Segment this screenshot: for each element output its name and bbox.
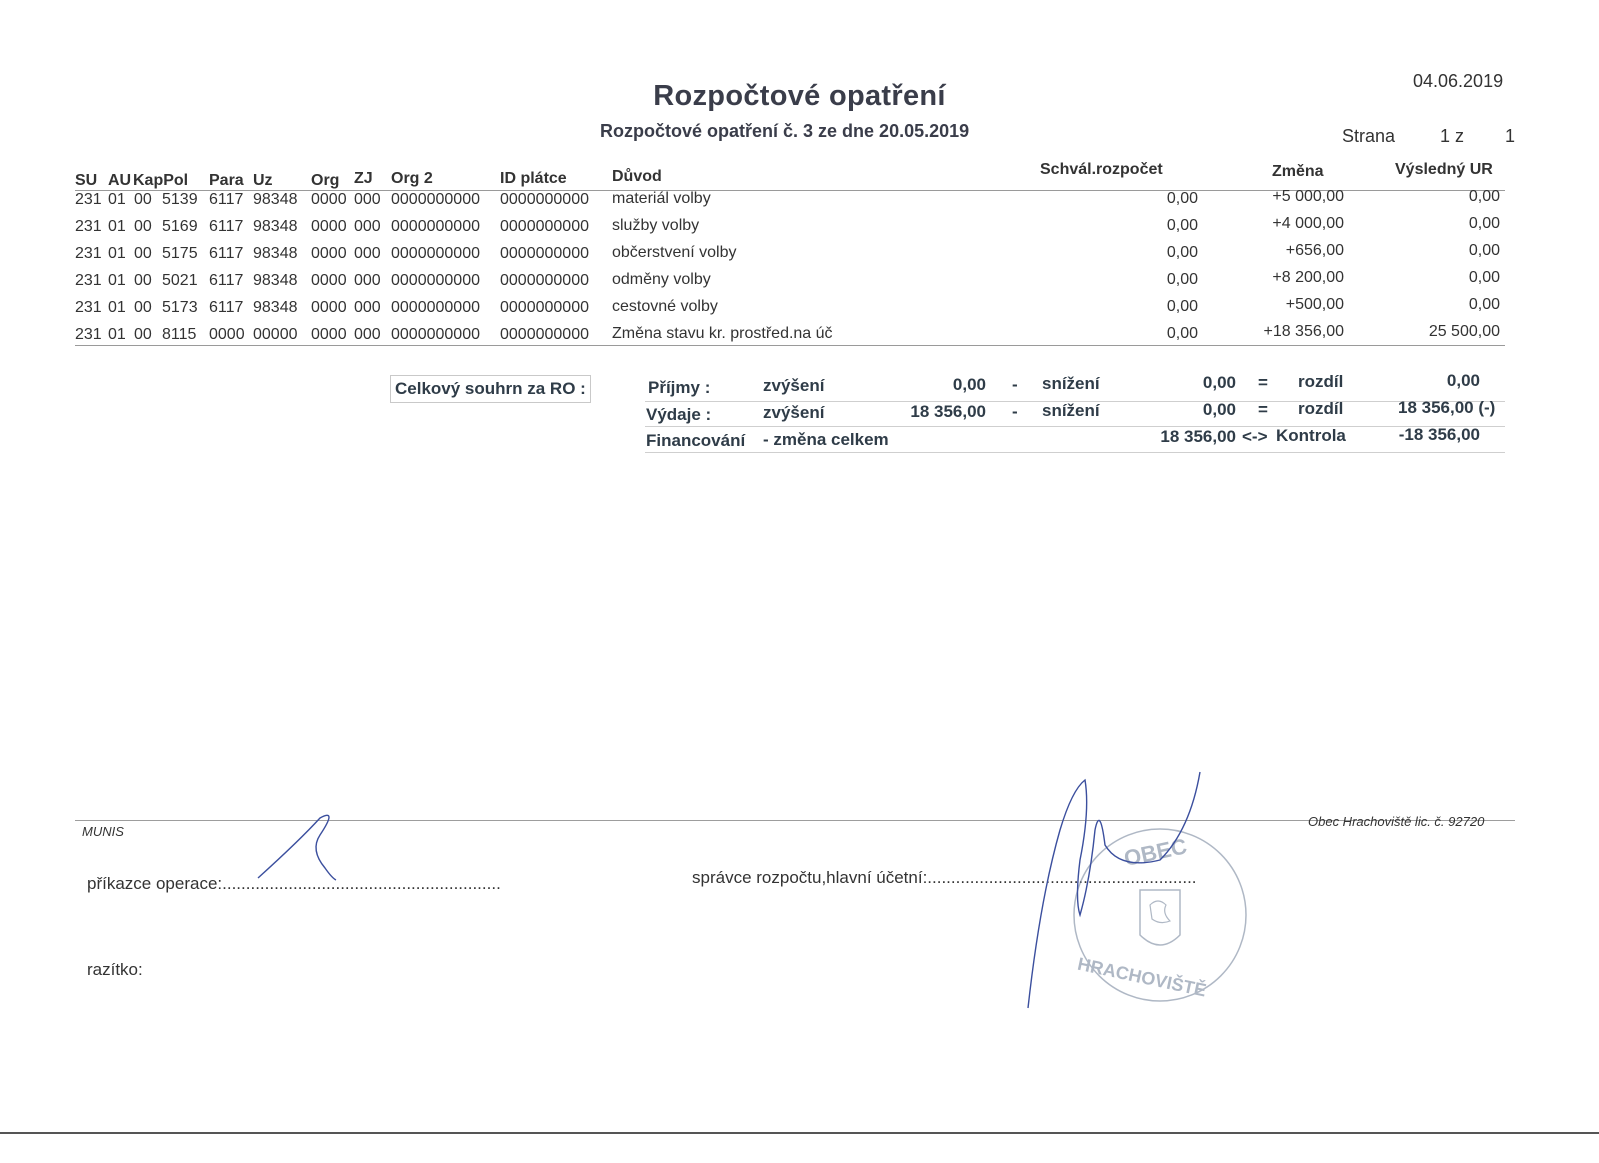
col-kappol: KapPol [133, 172, 189, 189]
cell-su: 231 [75, 272, 102, 289]
cell-duvod: cestovné volby [612, 298, 718, 315]
prijmy-eq: = [1258, 373, 1268, 392]
cell-vysl: 0,00 [1468, 296, 1500, 313]
cell-uz: 00000 [253, 326, 298, 343]
cell-kap: 00 [134, 191, 152, 208]
vydaje-snizeni-value: 0,00 [1202, 400, 1236, 419]
cell-duvod: občerstvení volby [612, 244, 737, 261]
cell-vysl: 25 500,00 [1428, 323, 1500, 340]
col-schval: Schvál.rozpočet [1040, 161, 1163, 178]
cell-au: 01 [108, 191, 126, 208]
cell-su: 231 [75, 299, 102, 316]
spravce-field: správce rozpočtu,hlavní účetní:......................................................... [692, 868, 1197, 887]
cell-pol: 5139 [162, 191, 198, 208]
cell-schval: 0,00 [1166, 190, 1198, 207]
cell-org: 0000 [311, 191, 347, 208]
cell-au: 01 [108, 272, 126, 289]
vydaje-eq: = [1258, 400, 1268, 419]
document-title: Rozpočtové opatření [653, 80, 946, 112]
col-zmena: Změna [1272, 163, 1324, 180]
cell-pol: 5021 [162, 272, 198, 289]
cell-pol: 5169 [162, 218, 198, 235]
vydaje-rozdil-value: 18 356,00 (-) [1398, 398, 1496, 417]
cell-id: 0000000000 [500, 326, 589, 343]
cell-org: 0000 [311, 272, 347, 289]
prijmy-snizeni-label: snížení [1042, 374, 1100, 393]
cell-schval: 0,00 [1166, 325, 1198, 342]
cell-pol: 5175 [162, 245, 198, 262]
page-total: 1 [1505, 126, 1516, 146]
cell-schval: 0,00 [1166, 298, 1198, 315]
cell-duvod: Změna stavu kr. prostřed.na úč [612, 325, 833, 342]
prijmy-zvyseni-value: 0,00 [952, 375, 986, 394]
cell-su: 231 [75, 191, 102, 208]
cell-zmena: +500,00 [1285, 296, 1344, 313]
page-label: Strana [1342, 126, 1396, 146]
vydaje-rozdil-label: rozdíl [1298, 399, 1344, 418]
cell-id: 0000000000 [500, 245, 589, 262]
cell-vysl: 0,00 [1468, 242, 1500, 259]
document-subtitle: Rozpočtové opatření č. 3 ze dne 20.05.2019 [600, 121, 970, 141]
cell-zmena: +656,00 [1285, 242, 1344, 259]
vydaje-zvyseni-value: 18 356,00 [910, 402, 986, 421]
financovani-label: Financování [646, 431, 746, 450]
col-org2: Org 2 [391, 170, 433, 187]
software-label: MUNIS [82, 824, 124, 839]
cell-au: 01 [108, 326, 126, 343]
cell-org2: 0000000000 [391, 299, 480, 316]
col-vysledny: Výsledný UR [1395, 161, 1493, 178]
prijmy-rozdil-value: 0,00 [1446, 371, 1480, 390]
razitko-field: razítko: [87, 960, 143, 979]
cell-su: 231 [75, 326, 102, 343]
cell-zmena: +8 200,00 [1272, 269, 1344, 286]
prijmy-dash: - [1012, 375, 1018, 394]
prijmy-label: Příjmy : [648, 378, 711, 397]
cell-duvod: materiál volby [612, 190, 711, 207]
vydaje-zvyseni-label: zvýšení [763, 403, 825, 422]
cell-pol: 5173 [162, 299, 198, 316]
cell-para: 6117 [209, 191, 244, 208]
cell-org2: 0000000000 [391, 191, 480, 208]
cell-zj: 000 [354, 272, 381, 289]
cell-zj: 000 [354, 245, 381, 262]
license-label: Obec Hrachoviště lic. č. 92720 [1308, 814, 1485, 829]
cell-au: 01 [108, 245, 126, 262]
cell-uz: 98348 [253, 245, 298, 262]
page-of: 1 z [1440, 126, 1465, 146]
cell-id: 0000000000 [500, 272, 589, 289]
vydaje-label: Výdaje : [646, 405, 712, 424]
financovani-zmena-label: - změna celkem [763, 430, 889, 449]
col-zj: ZJ [354, 170, 373, 187]
cell-uz: 98348 [253, 191, 298, 208]
stamp-top-text: OBEC [1121, 833, 1190, 872]
cell-org: 0000 [311, 299, 347, 316]
col-duvod: Důvod [612, 168, 662, 185]
kontrola-label: Kontrola [1276, 426, 1346, 445]
cell-zj: 000 [354, 218, 381, 235]
cell-su: 231 [75, 245, 102, 262]
vydaje-dash: - [1012, 402, 1018, 421]
prijmy-rozdil-label: rozdíl [1298, 372, 1344, 391]
cell-zj: 000 [354, 326, 381, 343]
col-para: Para [209, 172, 244, 189]
col-org: Org [311, 172, 340, 189]
cell-su: 231 [75, 218, 102, 235]
cell-org2: 0000000000 [391, 272, 480, 289]
cell-schval: 0,00 [1166, 217, 1198, 234]
cell-schval: 0,00 [1166, 271, 1198, 288]
cell-org2: 0000000000 [391, 245, 480, 262]
cell-schval: 0,00 [1166, 244, 1198, 261]
cell-pol: 8115 [162, 326, 197, 343]
cell-id: 0000000000 [500, 218, 589, 235]
print-date: 04.06.2019 [1413, 71, 1504, 91]
cell-au: 01 [108, 299, 126, 316]
cell-zmena: +5 000,00 [1272, 188, 1344, 205]
vydaje-snizeni-label: snížení [1042, 401, 1100, 420]
col-id-platce: ID plátce [500, 170, 567, 187]
cell-org: 0000 [311, 218, 347, 235]
financovani-arrow: <-> [1242, 427, 1268, 446]
col-su: SU [75, 172, 98, 189]
cell-kap: 00 [134, 218, 152, 235]
cell-kap: 00 [134, 272, 152, 289]
prijmy-zvyseni-label: zvýšení [763, 376, 825, 395]
cell-zmena: +4 000,00 [1272, 215, 1344, 232]
stamp-bottom-text: HRACHOVIŠTĚ [1075, 953, 1209, 1001]
cell-org: 0000 [311, 245, 347, 262]
cell-zj: 000 [354, 299, 381, 316]
cell-zmena: +18 356,00 [1263, 323, 1344, 340]
cell-kap: 00 [134, 326, 152, 343]
cell-para: 6117 [209, 272, 244, 289]
cell-kap: 00 [134, 245, 152, 262]
cell-uz: 98348 [253, 299, 298, 316]
kontrola-value: -18 356,00 [1398, 425, 1480, 444]
cell-org2: 0000000000 [391, 218, 480, 235]
cell-duvod: odměny volby [612, 271, 711, 288]
cell-id: 0000000000 [500, 191, 589, 208]
cell-vysl: 0,00 [1468, 188, 1500, 205]
cell-para: 6117 [209, 299, 244, 316]
cell-uz: 98348 [253, 272, 298, 289]
financovani-value: 18 356,00 [1160, 427, 1236, 446]
page-bottom-edge [0, 1132, 1599, 1134]
col-au: AU [108, 172, 132, 189]
cell-vysl: 0,00 [1468, 269, 1500, 286]
cell-para: 6117 [209, 218, 244, 235]
summary-label: Celkový souhrn za RO : [390, 375, 591, 403]
cell-org2: 0000000000 [391, 326, 480, 343]
signature-prikazce [258, 815, 336, 880]
official-stamp [1074, 829, 1246, 1001]
prijmy-snizeni-value: 0,00 [1202, 373, 1236, 392]
cell-duvod: služby volby [612, 217, 700, 234]
prikazce-field: příkazce operace:........................................................... [87, 874, 501, 893]
cell-id: 0000000000 [500, 299, 589, 316]
cell-para: 0000 [209, 326, 245, 343]
cell-kap: 00 [134, 299, 152, 316]
cell-para: 6117 [209, 245, 244, 262]
cell-zj: 000 [354, 191, 381, 208]
cell-org: 0000 [311, 326, 347, 343]
cell-vysl: 0,00 [1468, 215, 1500, 232]
col-uz: Uz [253, 172, 273, 189]
cell-uz: 98348 [253, 218, 298, 235]
cell-au: 01 [108, 218, 126, 235]
